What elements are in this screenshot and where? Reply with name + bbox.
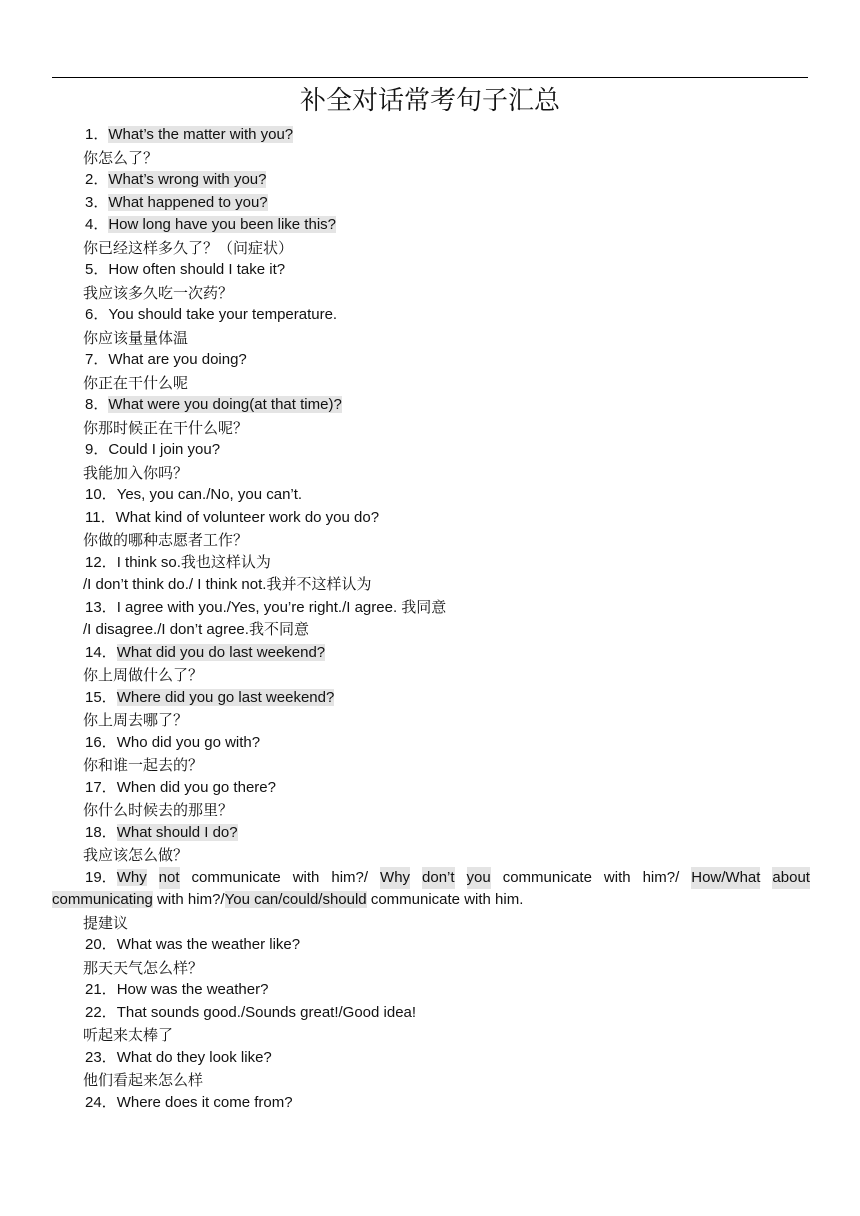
text-segment: I agree with you./Yes, you’re right./I agree. 我同意 — [116, 598, 447, 616]
item-number: 13． — [85, 598, 117, 616]
highlighted-text: What happened to you? — [108, 193, 268, 211]
text-segment: Where does it come from? — [116, 1093, 293, 1111]
highlighted-text: What were you doing(at that time)? — [108, 396, 342, 413]
sentence-line — [0, 777, 860, 800]
highlighted-text: What’s wrong with you? — [108, 171, 267, 188]
translation-line — [0, 372, 860, 395]
text-segment: 你上周去哪了？ — [83, 711, 189, 729]
sentence-line — [0, 934, 860, 957]
translation-line — [0, 754, 860, 777]
item-number: 1． — [85, 126, 109, 143]
translation-line — [0, 1024, 860, 1047]
translation-line — [0, 417, 860, 440]
translation-line — [0, 709, 860, 732]
text-segment: 你正在干什么呢 — [83, 373, 189, 392]
item-number: 12． — [85, 553, 117, 571]
text-segment: What kind of volunteer work do you do? — [115, 508, 380, 526]
text-segment: with — [603, 868, 631, 886]
translation-line — [0, 462, 860, 485]
highlighted-text: You can/could/should — [224, 891, 367, 908]
sentence-line — [0, 552, 860, 575]
text-segment: That sounds good./Sounds great!/Good idea! — [116, 1003, 417, 1021]
text-segment: him?/ — [331, 868, 369, 886]
sentence-line — [0, 439, 860, 462]
item-number: 10． — [85, 486, 117, 503]
sentence-line — [0, 822, 860, 845]
text-segment: with — [292, 868, 320, 886]
text-segment: 我应该怎么做？ — [83, 846, 189, 864]
translation-line — [0, 237, 860, 260]
highlighted-text: What’s the matter with you? — [108, 126, 294, 143]
translation-line — [0, 147, 860, 170]
item-number: 7． — [85, 351, 109, 368]
item-number: 5． — [85, 261, 109, 278]
text-segment: I think so.我也这样认为 — [116, 553, 271, 571]
item-number: 6． — [85, 306, 109, 323]
sentence-line — [0, 507, 860, 530]
translation-line — [0, 1069, 860, 1092]
translation-line: 提建议 — [83, 913, 129, 932]
header-rule — [52, 77, 808, 78]
sentence-line — [0, 124, 860, 147]
text-segment: What are you doing? — [108, 351, 247, 368]
translation-line — [0, 957, 860, 980]
sentence-line — [0, 192, 860, 215]
sentence-line — [0, 1047, 860, 1070]
highlighted-text: Why — [380, 867, 410, 890]
item-number: 22． — [85, 1003, 117, 1021]
item-number: 9． — [85, 441, 109, 458]
item-number: 18． — [85, 823, 117, 841]
item-number: 8． — [85, 396, 109, 413]
highlighted-text: not — [159, 867, 180, 890]
item-number: 19． — [85, 868, 117, 886]
text-segment: communicate with him. — [366, 891, 524, 908]
sentence-line — [0, 214, 860, 237]
text-segment: 我能加入你吗？ — [83, 463, 189, 482]
highlighted-text: Why — [116, 868, 147, 886]
text-segment: You should take your temperature. — [108, 306, 338, 323]
item-number: 2． — [85, 171, 109, 188]
item-number: 24． — [85, 1093, 117, 1111]
text-segment: Who did you go with? — [116, 733, 261, 751]
text-segment: 你和谁一起去的？ — [83, 756, 204, 774]
text-segment: 你怎么了？ — [83, 148, 159, 167]
translation-line — [0, 529, 860, 552]
continuation-line — [0, 574, 860, 597]
sentence-line — [0, 484, 860, 507]
text-segment: How often should I take it? — [108, 261, 286, 278]
sentence-line — [0, 687, 860, 710]
translation-line — [0, 282, 860, 305]
highlighted-text: don’t — [422, 867, 455, 890]
text-segment: 那天天气怎么样？ — [83, 958, 204, 977]
sentence-line — [0, 642, 860, 665]
text-segment: 你已经这样多久了？（问症状） — [83, 238, 294, 257]
text-segment: 你做的哪种志愿者工作？ — [83, 531, 249, 549]
text-segment: communicate — [502, 868, 592, 886]
item-number: 20． — [85, 936, 117, 953]
text-segment: 你上周做什么了？ — [83, 666, 204, 684]
text-segment: When did you go there? — [116, 778, 276, 796]
sentence-line — [0, 349, 860, 372]
text-segment: 他们看起来怎么样 — [83, 1071, 204, 1089]
sentence-line — [0, 1092, 860, 1115]
highlighted-text: you — [467, 867, 491, 890]
item-number: 4． — [85, 216, 109, 233]
sentence-line — [0, 394, 860, 417]
translation-line — [0, 664, 860, 687]
text-segment: communicate — [191, 868, 281, 886]
sentence-line — [0, 732, 860, 755]
text-segment: 你什么时候去的那里？ — [83, 801, 234, 819]
text-segment: him?/ — [642, 868, 680, 886]
continuation-line — [0, 619, 860, 642]
text-segment: /I disagree./I don’t agree.我不同意 — [83, 621, 309, 638]
text-segment: What do they look like? — [116, 1048, 272, 1066]
item-number: 3． — [85, 193, 109, 211]
sentence-line — [0, 259, 860, 282]
text-segment: 我应该多久吃一次药？ — [83, 283, 234, 302]
text-segment: How was the weather? — [116, 981, 269, 998]
text-segment: /I don’t think do./ I think not.我并不这样认为 — [83, 576, 372, 593]
item-number: 17． — [85, 778, 117, 796]
highlighted-text: What should I do? — [116, 823, 238, 841]
text-segment: Yes, you can./No, you can’t. — [116, 486, 303, 503]
highlighted-text: communicating — [52, 891, 153, 908]
translation-line — [0, 844, 860, 867]
translation-line — [0, 799, 860, 822]
highlighted-text: about — [772, 867, 810, 890]
item-number: 14． — [85, 643, 117, 661]
translation-line — [0, 327, 860, 350]
highlighted-text: What did you do last weekend? — [116, 643, 326, 661]
text-segment: with him?/ — [152, 891, 225, 908]
highlighted-text: Where did you go last weekend? — [116, 688, 335, 706]
text-segment: 听起来太棒了 — [83, 1026, 174, 1044]
text-segment: 你应该量量体温 — [83, 328, 189, 347]
text-segment: 你那时候正在干什么呢？ — [83, 418, 249, 437]
continuation-line — [52, 889, 810, 912]
item-number: 21． — [85, 981, 117, 998]
sentence-line — [0, 304, 860, 327]
text-segment: Could I join you? — [108, 441, 221, 458]
highlighted-text: How/What — [691, 867, 760, 890]
sentence-line — [0, 169, 860, 192]
sentence-line — [85, 867, 810, 890]
sentence-line — [0, 1002, 860, 1025]
item-number: 16． — [85, 733, 117, 751]
sentence-line — [0, 979, 860, 1002]
highlighted-text: How long have you been like this? — [108, 216, 336, 233]
text-segment: What was the weather like? — [116, 936, 301, 953]
item-number: 11． — [85, 508, 116, 526]
sentence-line — [0, 597, 860, 620]
item-number: 15． — [85, 688, 117, 706]
page-title: 补全对话常考句子汇总 — [299, 86, 560, 116]
item-number: 23． — [85, 1048, 117, 1066]
